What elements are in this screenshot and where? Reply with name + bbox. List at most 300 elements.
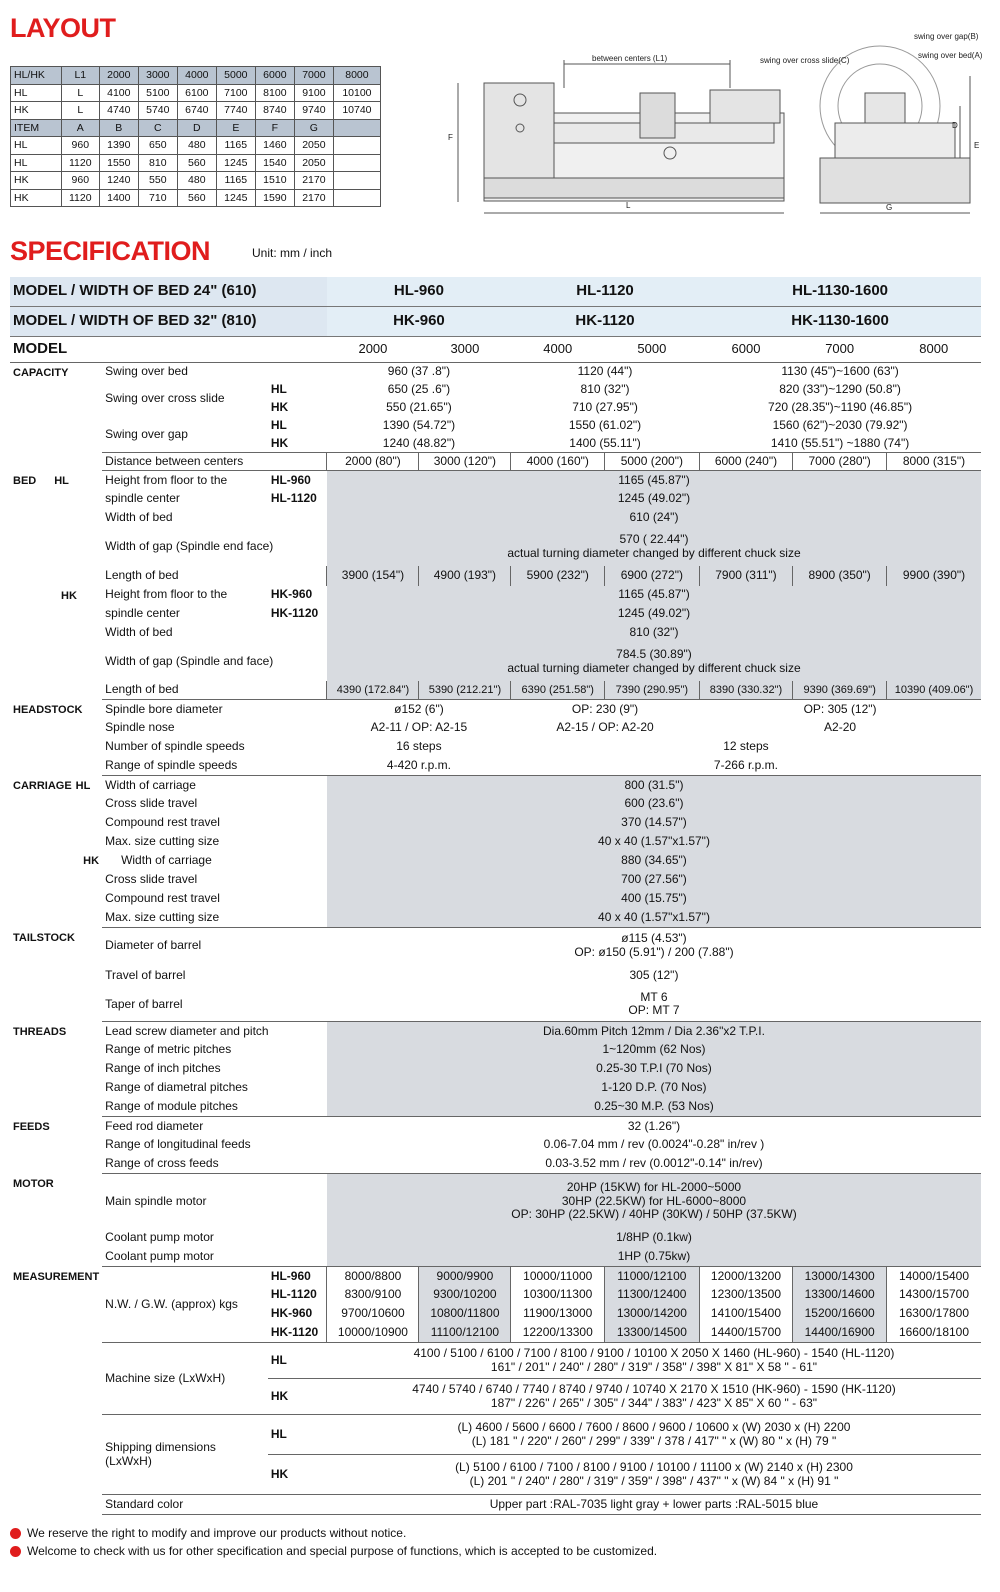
spec-value: ø152 (6") (394, 701, 444, 716)
spec-value: 15200/16600 (793, 1305, 887, 1324)
spec-value: OP: 305 (12") (803, 701, 877, 716)
spec-row (10, 700, 981, 719)
spec-value: A2-11 / OP: A2-15 (370, 720, 468, 735)
spec-label: Swing over gap (105, 426, 188, 441)
spec-value: 9390 (369.69") (793, 681, 887, 700)
layout-cell: 1510 (255, 172, 294, 190)
spec-value: 10800/11800 (419, 1305, 511, 1324)
layout-cell: 1245 (216, 154, 255, 172)
layout-cell: F (255, 119, 294, 137)
spec-label: Swing over cross slide (105, 390, 225, 405)
spec-label: Height from floor to the (105, 472, 228, 487)
spec-value (327, 1174, 981, 1229)
spec-label: Machine size (LxWxH) (102, 1343, 268, 1415)
spec-label-text: Width of carriage (121, 853, 212, 868)
spec-value: 9300/10200 (419, 1286, 511, 1305)
layout-cell: 5100 (138, 84, 177, 102)
spec-value: 1245 (49.02") (327, 490, 981, 509)
spec-row (10, 1248, 981, 1267)
spec-value: 1120 (44") (577, 364, 633, 379)
spec-value: 32 (1.26") (627, 1118, 681, 1133)
layout-cell: 1590 (255, 189, 294, 207)
spec-value: 0.25-30 T.P.I (70 Nos) (327, 1060, 981, 1079)
layout-cell: 1120 (61, 154, 99, 172)
spec-row (10, 381, 981, 399)
line: Shipping dimensions (105, 1440, 216, 1455)
spec-value: 10390 (409.06") (887, 681, 982, 700)
spec-value: 11300/12400 (605, 1286, 700, 1305)
layout-cell: 960 (61, 172, 99, 190)
spec-value: 13000/14300 (793, 1267, 887, 1286)
layout-cell: 10740 (333, 102, 380, 120)
spec-value: 3000 (120") (419, 453, 511, 471)
spec-label: Taper of barrel (102, 988, 327, 1022)
layout-cell: 1460 (255, 137, 294, 155)
spec-label: Swing over bed (105, 364, 188, 379)
line: (L) 4600 / 5600 / 6600 / 7600 / 8600 / 9600 / 10600 x (W) 2030 x (H) 2200 (457, 1420, 851, 1435)
layout-cell: 3000 (138, 67, 177, 85)
spec-value: 610 (24") (327, 509, 981, 528)
layout-cell: L1 (61, 67, 99, 85)
section-headstock: HEADSTOCK (13, 703, 83, 716)
section-bed-cell (10, 471, 102, 586)
spec-row (10, 1098, 981, 1117)
model-name: HK-1130-1600 (699, 307, 981, 337)
layout-row (11, 189, 381, 207)
section-feeds: FEEDS (13, 1120, 50, 1133)
spec-label: Range of cross feeds (102, 1155, 327, 1174)
layout-cell: L (61, 84, 99, 102)
spec-label: Cross slide travel (105, 872, 198, 887)
spec-value: 400 (15.75") (327, 890, 981, 909)
spec-value: 600 (23.6") (327, 795, 981, 814)
model-name: HL-960 (327, 277, 511, 307)
variant-tag: HK-960 (270, 1306, 313, 1321)
layout-cell: 1240 (99, 172, 138, 190)
spec-value: 1165 (45.87") (327, 586, 981, 605)
spec-value (327, 1415, 981, 1455)
layout-cell: 9740 (294, 102, 333, 120)
note-text: We reserve the right to modify and improve our products without notice. (27, 1526, 407, 1540)
spec-row (10, 490, 981, 509)
spec-value: 6390 (251.58") (511, 681, 605, 700)
spec-label: Diameter of barrel (105, 938, 202, 953)
spec-row (10, 738, 981, 757)
spec-value: 1560 (62")~2030 (79.92") (772, 417, 908, 432)
spec-value: 10000/11000 (511, 1267, 605, 1286)
variant-tag: HK (268, 1455, 327, 1495)
layout-cell: 1165 (216, 137, 255, 155)
layout-cell: 4100 (99, 84, 138, 102)
layout-cell: 5000 (216, 67, 255, 85)
model-name: HL-1130-1600 (699, 277, 981, 307)
spec-value: 14000/15400 (887, 1267, 982, 1286)
spec-value: 8300/9100 (327, 1286, 419, 1305)
spec-value: 12200/13300 (511, 1324, 605, 1343)
spec-value: 370 (14.57") (327, 814, 981, 833)
spec-value: 2000 (80") (327, 453, 419, 471)
note-text: Welcome to check with us for other specification and special purpose of functions, which is accepted to be customized. (27, 1544, 658, 1558)
spec-value: 10000/10900 (327, 1324, 419, 1343)
variant-tag: HL-1120 (270, 1287, 317, 1302)
spec-row (10, 1060, 981, 1079)
diagram-label-g: G (886, 203, 893, 212)
spec-value: 1165 (45.87") (327, 471, 981, 490)
variant-tag: HK-1120 (270, 606, 319, 621)
spec-row (10, 1022, 981, 1041)
layout-cell: 650 (138, 137, 177, 155)
layout-title: LAYOUT (10, 13, 116, 43)
line: 161" / 201" / 240" / 280" / 319" / 358" / 398" X 81" X 58 " - 61" (490, 1359, 818, 1374)
variant-tag: HK (268, 1379, 327, 1415)
spec-label (102, 1415, 268, 1495)
layout-cell: HL (11, 154, 62, 172)
layout-cell: HL (11, 84, 62, 102)
spec-row (10, 566, 981, 586)
model-size: 6000 (699, 337, 793, 363)
spec-value (327, 1343, 981, 1379)
section-measurement: MEASUREMENT (13, 1270, 100, 1283)
note-item (10, 1542, 657, 1560)
layout-cell: 8100 (255, 84, 294, 102)
spec-value: 1130 (45")~1600 (63") (781, 364, 899, 379)
layout-cell: 2050 (294, 154, 333, 172)
spec-label: Main spindle motor (105, 1193, 207, 1208)
bullet-icon (10, 1546, 21, 1557)
variant-tag: HL-960 (270, 472, 311, 487)
layout-cell: 1400 (99, 189, 138, 207)
layout-cell: D (177, 119, 216, 137)
spec-value: 820 (33")~1290 (50.8") (779, 381, 901, 396)
model-label: MODEL / WIDTH OF BED 32" (810) (10, 307, 327, 337)
spec-value: 7900 (311") (699, 566, 793, 586)
spec-value: 700 (27.56") (327, 871, 981, 890)
spec-value: 8000/8800 (327, 1267, 419, 1286)
spec-value: 6000 (240") (699, 453, 793, 471)
layout-cell: 9100 (294, 84, 333, 102)
layout-cell: 5740 (138, 102, 177, 120)
layout-cell: 1540 (255, 154, 294, 172)
spec-value: 0.25~30 M.P. (53 Nos) (327, 1098, 981, 1117)
spec-row (10, 757, 981, 776)
layout-cell: 1390 (99, 137, 138, 155)
layout-cell: HL/HK (11, 67, 62, 85)
layout-cell: 810 (138, 154, 177, 172)
spec-value: 710 (27.95") (572, 399, 638, 414)
line: actual turning diameter changed by different chuck size (507, 660, 801, 675)
spec-label: Height from floor to the (105, 587, 228, 602)
section-tailstock: TAILSTOCK (13, 931, 75, 944)
spec-value: 800 (31.5") (327, 776, 981, 795)
spec-label: Standard color (102, 1495, 327, 1515)
spec-label: spindle center (105, 491, 180, 506)
spec-value: 14300/15700 (887, 1286, 982, 1305)
layout-cell: E (216, 119, 255, 137)
spec-value: 810 (32") (327, 624, 981, 643)
spec-value: 16600/18100 (887, 1324, 982, 1343)
line: 30HP (22.5KW) for HL-6000~8000 (561, 1193, 747, 1208)
spec-value: 1HP (0.75kw) (327, 1248, 981, 1267)
spec-value: 5900 (232") (511, 566, 605, 586)
spec-value: 1~120mm (62 Nos) (327, 1041, 981, 1060)
layout-cell: 710 (138, 189, 177, 207)
unit-note: Unit: mm / inch (252, 246, 333, 260)
spec-label: Width of carriage (105, 777, 196, 792)
line: (L) 5100 / 6100 / 7100 / 8100 / 9100 / 10100 / 11100 x (W) 2140 x (H) 2300 (455, 1460, 853, 1475)
spec-value (327, 988, 981, 1022)
spec-value: 0.06-7.04 mm / rev (0.0024"-0.28" in/rev ) (543, 1137, 765, 1152)
line: OP: ø150 (5.91") / 200 (7.88") (574, 944, 734, 959)
variant-tag: HK (270, 399, 289, 414)
diagram-label-l: L (626, 201, 631, 210)
layout-cell: 560 (177, 154, 216, 172)
spec-value: 10300/11300 (511, 1286, 605, 1305)
spec-row (10, 1267, 981, 1286)
spec-value: 9000/9900 (419, 1267, 511, 1286)
variant-tag: HK-1120 (270, 1325, 319, 1340)
layout-cell: G (294, 119, 333, 137)
spec-value: 810 (32") (580, 381, 630, 396)
spec-value: 9700/10600 (327, 1305, 419, 1324)
spec-value: 13000/14200 (605, 1305, 700, 1324)
model-row-hl (10, 277, 981, 307)
spec-label: N.W. / G.W. (approx) kgs (105, 1296, 238, 1311)
layout-cell: 7740 (216, 102, 255, 120)
spec-value: 11000/12100 (605, 1267, 700, 1286)
spec-value: 6900 (272") (605, 566, 700, 586)
diagram-label-e: E (974, 141, 980, 150)
spec-value: 720 (28.35")~1190 (46.85") (768, 399, 913, 414)
spec-value: 8390 (330.32") (699, 681, 793, 700)
spec-label: Coolant pump motor (102, 1248, 327, 1267)
line: OP: MT 7 (628, 1003, 680, 1018)
spec-row (10, 1117, 981, 1136)
layout-cell: 4000 (177, 67, 216, 85)
layout-cell: 2000 (99, 67, 138, 85)
line: actual turning diameter changed by different chuck size (507, 545, 801, 560)
line: (LxWxH) (105, 1453, 152, 1468)
spec-row (10, 471, 981, 490)
spec-value: 0.03-3.52 mm / rev (0.0012"-0.14" in/rev) (327, 1155, 981, 1174)
spec-row (10, 1041, 981, 1060)
spec-value: 7-266 r.p.m. (511, 757, 981, 776)
spec-value: 1410 (55.51") ~1880 (74") (770, 435, 910, 450)
spec-row (10, 643, 981, 681)
spec-value: 4-420 r.p.m. (327, 757, 511, 776)
spec-value: 4390 (172.84") (327, 681, 419, 700)
spec-row (10, 1495, 981, 1515)
spec-value: 12300/13500 (699, 1286, 793, 1305)
spec-value: 305 (12") (629, 967, 679, 982)
spec-row (10, 1229, 981, 1248)
spec-value: 13300/14600 (793, 1286, 887, 1305)
model-name: HK-1120 (511, 307, 699, 337)
layout-cell: 2050 (294, 137, 333, 155)
spec-row (10, 605, 981, 624)
spec-value: 1400 (55.11") (569, 435, 641, 450)
layout-row (11, 84, 381, 102)
diagram-label-b: swing over gap(B) (914, 32, 979, 41)
specification-title: SPECIFICATION (10, 236, 211, 266)
spec-row (10, 1343, 981, 1379)
layout-row (11, 119, 381, 137)
spec-label: Spindle nose (105, 720, 175, 735)
spec-value: 14400/15700 (699, 1324, 793, 1343)
model-label: MODEL / WIDTH OF BED 24" (610) (10, 277, 327, 307)
layout-cell: 6000 (255, 67, 294, 85)
spec-value: 1/8HP (0.1kw) (327, 1229, 981, 1248)
section-threads: THREADS (13, 1025, 67, 1038)
spec-row (10, 417, 981, 435)
variant-tag: HL (75, 779, 91, 792)
spec-label: Width of gap (Spindle end face) (105, 538, 274, 553)
spec-row (10, 909, 981, 928)
line: OP: 30HP (22.5KW) / 40HP (30KW) / 50HP (37.5KW) (511, 1206, 797, 1221)
bullet-icon (10, 1528, 21, 1539)
spec-value: OP: 230 (9") (571, 701, 639, 716)
layout-cell: 6740 (177, 102, 216, 120)
diagram-label-d: D (952, 121, 958, 130)
spec-label: Number of spindle speeds (105, 739, 245, 754)
spec-label: Length of bed (105, 567, 179, 582)
spec-label: Travel of barrel (105, 967, 186, 982)
spec-value: 1240 (48.82") (382, 435, 456, 450)
line: (L) 201 " / 240" / 280" / 319" / 359" / 398" / 437" " x (W) 84 " x (H) 91 " (469, 1473, 839, 1488)
layout-cell (333, 137, 380, 155)
line: 4740 / 5740 / 6740 / 7740 / 8740 / 9740 / 10740 X 2170 X 1510 (HK-960) - 1590 (HK-1120) (412, 1382, 896, 1397)
spec-value: 7390 (290.95") (605, 681, 700, 700)
spec-row (10, 814, 981, 833)
diagram-label-f: F (448, 133, 453, 142)
variant-tag: HK (270, 435, 289, 450)
spec-row (10, 928, 981, 964)
spec-value: 14400/16900 (793, 1324, 887, 1343)
spec-value: 12 steps (723, 739, 769, 754)
spec-value: 880 (34.65") (327, 852, 981, 871)
variant-tag: HL (268, 1415, 327, 1455)
section-motor: MOTOR (13, 1177, 54, 1190)
section-carriage: CARRIAGE (13, 779, 72, 792)
variant-tag: HL (270, 381, 287, 396)
spec-label: Max. size cutting size (102, 909, 327, 928)
line: 570 ( 22.44") (619, 532, 689, 547)
line: 20HP (15KW) for HL-2000~5000 (566, 1180, 742, 1195)
spec-value: 14100/15400 (699, 1305, 793, 1324)
note-item (10, 1524, 657, 1542)
spec-value: 3900 (154") (327, 566, 419, 586)
spec-value: Dia.60mm Pitch 12mm / Dia 2.36"x2 T.P.I. (327, 1022, 981, 1041)
variant-tag: HK (61, 589, 77, 602)
line: 784.5 (30.89") (616, 647, 692, 662)
diagram-label-a: swing over bed(A) (918, 51, 983, 60)
spec-label: Range of metric pitches (105, 1042, 232, 1057)
layout-cell (333, 154, 380, 172)
spec-value (327, 643, 981, 681)
spec-label: Distance between centers (102, 453, 327, 471)
spec-value (327, 1455, 981, 1495)
model-name: HL-1120 (511, 277, 699, 307)
layout-cell (333, 189, 380, 207)
spec-row (10, 1155, 981, 1174)
spec-label: Compound rest travel (105, 891, 220, 906)
spec-row (10, 453, 981, 471)
spec-label: Width of gap (Spindle and face) (105, 653, 274, 668)
layout-cell: HK (11, 102, 62, 120)
spec-value: 16 steps (396, 739, 442, 754)
spec-row (10, 1136, 981, 1155)
spec-value: 40 x 40 (1.57"x1.57") (327, 909, 981, 928)
layout-row (11, 172, 381, 190)
layout-cell: 10100 (333, 84, 380, 102)
spec-row (10, 586, 981, 605)
layout-cell: 2170 (294, 189, 333, 207)
spec-label: Range of longitudinal feeds (105, 1137, 251, 1152)
diagram-label-l1: between centers (L1) (592, 54, 668, 63)
line: MT 6 (640, 989, 668, 1004)
spec-row (10, 833, 981, 852)
layout-cell: C (138, 119, 177, 137)
variant-tag: HL (54, 474, 69, 487)
variant-tag: HL (268, 1343, 327, 1379)
spec-label: Width of bed (105, 625, 173, 640)
model-size: 4000 (511, 337, 605, 363)
model-size-row (10, 337, 981, 363)
spec-label: Width of bed (105, 510, 173, 525)
variant-tag: HK-960 (270, 587, 313, 602)
spec-label: Length of bed (102, 681, 327, 700)
spec-label: Range of module pitches (102, 1098, 327, 1117)
section-capacity: CAPACITY (13, 367, 69, 379)
variant-tag: HK (83, 855, 100, 868)
layout-cell: 480 (177, 137, 216, 155)
spec-label: Range of inch pitches (105, 1061, 221, 1076)
line: ø115 (4.53") (621, 931, 687, 946)
spec-value: 960 (37 .8") (387, 364, 451, 379)
spec-value: 1550 (61.02") (568, 417, 642, 432)
model-size: 5000 (605, 337, 700, 363)
spec-row (10, 776, 981, 795)
model-size: 7000 (793, 337, 887, 363)
layout-cell: 480 (177, 172, 216, 190)
spec-value: 1390 (54.72") (382, 417, 456, 432)
layout-cell: ITEM (11, 119, 62, 137)
lathe-diagram (440, 28, 985, 218)
layout-cell: B (99, 119, 138, 137)
spec-value: 8000 (315") (887, 453, 982, 471)
line: 187" / 226" / 265" / 305" / 344" / 383" / 423" X 85" X 60 " - 63" (490, 1395, 818, 1410)
spec-value: 11100/12100 (419, 1324, 511, 1343)
layout-cell: HL (11, 137, 62, 155)
layout-cell: 960 (61, 137, 99, 155)
layout-cell: 2170 (294, 172, 333, 190)
section-carriage-cell (10, 776, 102, 928)
spec-value: 1245 (49.02") (327, 605, 981, 624)
spec-value: 550 (21.65") (386, 399, 452, 414)
spec-value: 4900 (193") (419, 566, 511, 586)
footer-notes (10, 1524, 657, 1560)
spec-value: 4000 (160") (511, 453, 605, 471)
spec-row (10, 795, 981, 814)
model-size: 2000 (327, 337, 419, 363)
layout-table (10, 66, 381, 207)
layout-row (11, 154, 381, 172)
layout-cell (333, 172, 380, 190)
spec-value: 7000 (280") (793, 453, 887, 471)
section-bed: BED (13, 474, 37, 487)
spec-label: Max. size cutting size (105, 834, 220, 849)
spec-value: 11900/13000 (511, 1305, 605, 1324)
spec-label: Compound rest travel (105, 815, 220, 830)
